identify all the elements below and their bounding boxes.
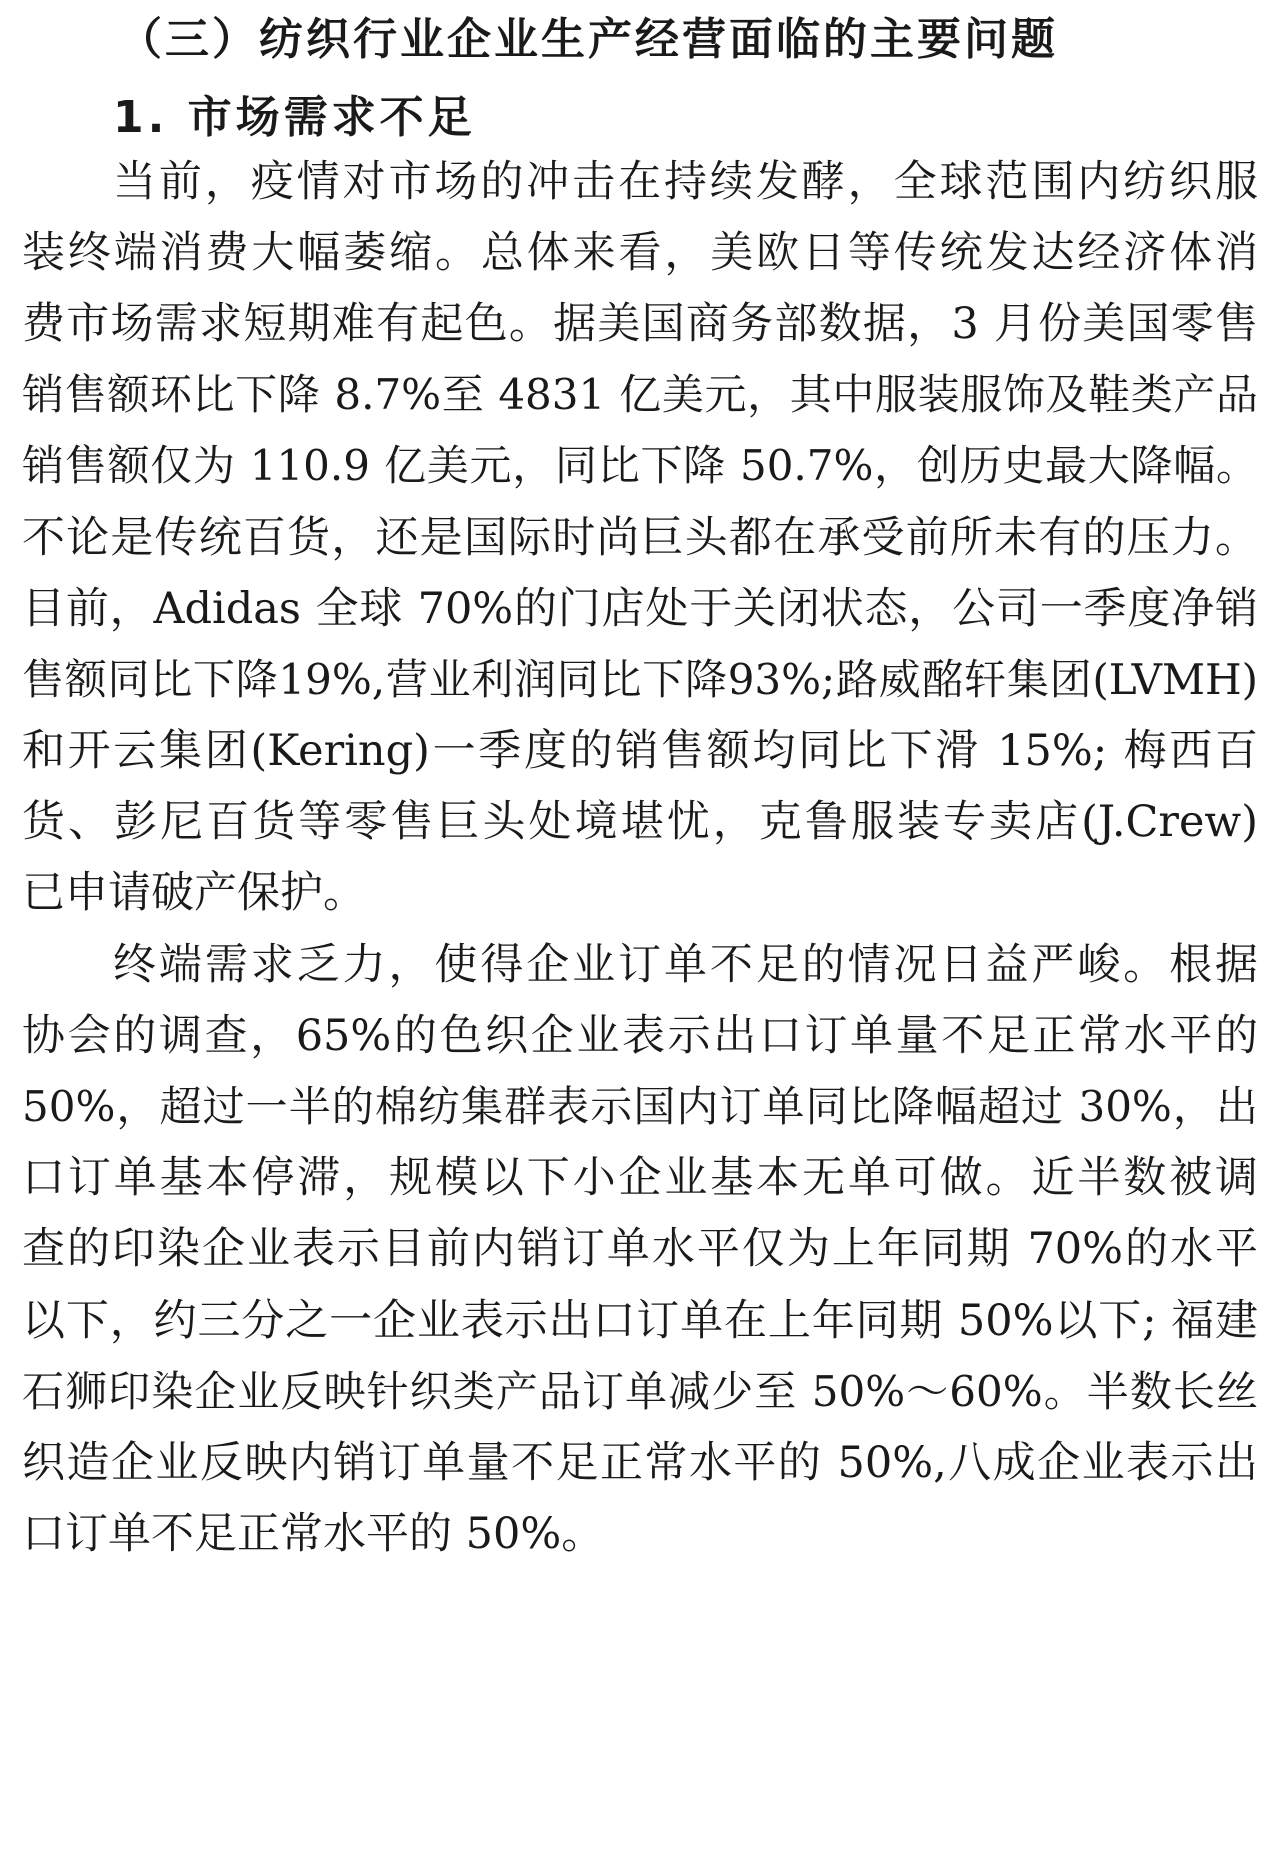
paragraph-line: 售额同比下降19%,营业利润同比下降93%;路威酩轩集团(LVMH) <box>22 655 1258 704</box>
paragraph-line: 销售额仅为 110.9 亿美元，同比下降 50.7%，创历史最大降幅。 <box>22 441 1258 490</box>
paragraph-line: 销售额环比下降 8.7%至 4831 亿美元，其中服装服饰及鞋类产品 <box>22 370 1258 419</box>
paragraph-line: 货、彭尼百货等零售巨头处境堪忧，克鲁服装专卖店(J.Crew) <box>22 797 1258 847</box>
paragraph-line: 口订单基本停滞，规模以下小企业基本无单可做。近半数被调 <box>22 1153 1258 1203</box>
paragraph-line: 查的印染企业表示目前内销订单水平仅为上年同期 70%的水平 <box>22 1224 1258 1274</box>
paragraph-line: 已申请破产保护。 <box>22 868 366 918</box>
paragraph-line: 装终端消费大幅萎缩。总体来看，美欧日等传统发达经济体消 <box>22 228 1258 278</box>
paragraph-line: 50%，超过一半的棉纺集群表示国内订单同比降幅超过 30%，出 <box>22 1082 1258 1131</box>
paragraph-line: 费市场需求短期难有起色。据美国商务部数据，3 月份美国零售 <box>22 299 1258 349</box>
paragraph-line: 不论是传统百货，还是国际时尚巨头都在承受前所未有的压力。 <box>22 513 1258 563</box>
paragraph-line: 协会的调查，65%的色织企业表示出口订单量不足正常水平的 <box>22 1011 1258 1061</box>
paragraph-line: 目前，Adidas 全球 70%的门店处于关闭状态，公司一季度净销 <box>22 584 1258 634</box>
paragraph-line: 口订单不足正常水平的 50%。 <box>22 1509 605 1559</box>
paragraph-line: 当前，疫情对市场的冲击在持续发酵，全球范围内纺织服 <box>113 157 1258 207</box>
paragraph-line: 石狮印染企业反映针织类产品订单减少至 50%～60%。半数长丝 <box>22 1367 1258 1416</box>
subheading: 1. 市场需求不足 <box>113 92 476 143</box>
paragraph-line: 和开云集团(Kering)一季度的销售额均同比下滑 15%; 梅西百 <box>22 726 1258 776</box>
paragraph-line: 终端需求乏力，使得企业订单不足的情况日益严峻。根据 <box>113 940 1258 990</box>
section-heading: （三）纺织行业企业生产经营面临的主要问题 <box>118 14 1058 65</box>
paragraph-line: 以下，约三分之一企业表示出口订单在上年同期 50%以下; 福建 <box>22 1296 1258 1346</box>
paragraph-line: 织造企业反映内销订单量不足正常水平的 50%,八成企业表示出 <box>22 1438 1258 1488</box>
